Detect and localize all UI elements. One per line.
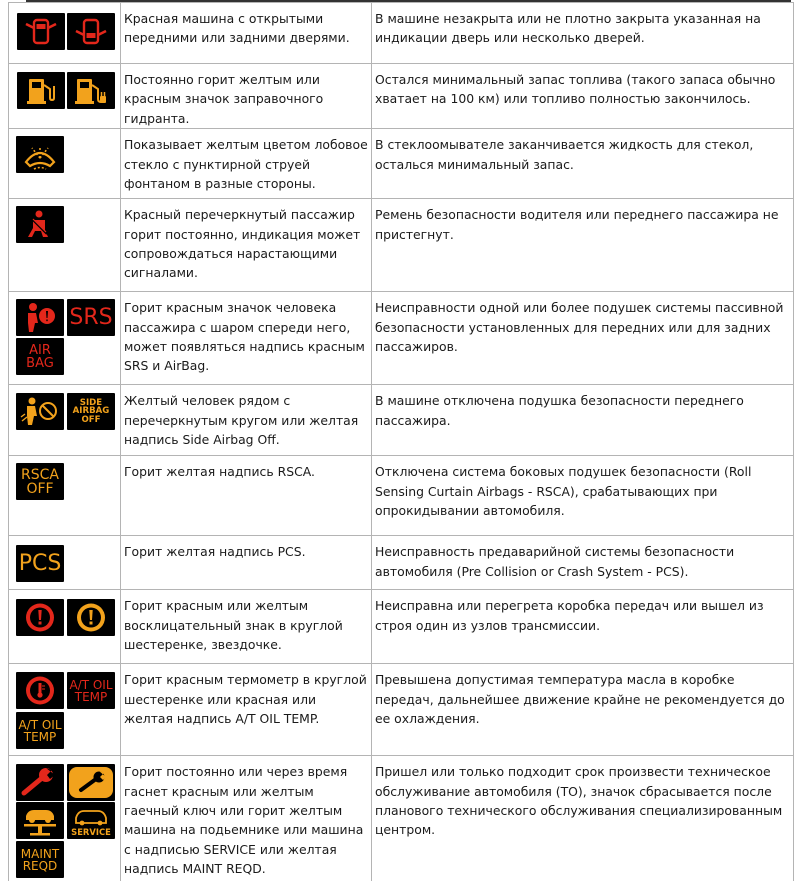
meaning-cell	[372, 129, 794, 199]
meaning-cell	[372, 3, 794, 64]
icon-cell	[9, 664, 121, 756]
meaning-text: Остался минимальный запас топлива (такого запаса обычно хватает на 100 км) или топливо полностью закончилось.	[375, 72, 776, 107]
description-text: Горит желтая надпись PCS.	[124, 544, 306, 560]
description-text: Горит красным значок человека пассажира с шаром спереди него, может появляться надпись красным SRS и AirBag.	[124, 300, 365, 374]
meaning-cell	[372, 64, 794, 129]
description-cell	[121, 756, 372, 881]
airbag-off-person-icon	[16, 393, 64, 430]
meaning-text: В машине отключена подушка безопасности переднего пассажира.	[375, 393, 744, 428]
description-text: Красная машина с открытыми передними или задними дверями.	[124, 11, 350, 46]
washer-fluid-icon	[16, 136, 64, 173]
table-row	[9, 664, 794, 756]
meaning-text: Отключена система боковых подушек безопасности (Roll Sensing Curtain Airbags - RSCA), срабатывающих при опрокидывании автомобиля.	[375, 464, 752, 519]
meaning-cell	[372, 536, 794, 590]
maint-reqd-label-icon	[16, 841, 64, 878]
table-row	[9, 385, 794, 456]
airbag-person-icon	[16, 299, 64, 336]
fuel-pump-icon	[17, 72, 65, 109]
icon-cell	[9, 456, 121, 536]
pcs-label-text: PCS	[18, 550, 62, 576]
transmission-warning-amber-icon	[67, 599, 115, 636]
meaning-text: В стеклоомывателе заканчивается жидкость для стекол, осталься минимальный запас.	[375, 137, 754, 172]
transmission-temperature-icon	[16, 672, 64, 709]
wrench-amber-icon	[67, 764, 115, 801]
description-cell	[121, 456, 372, 536]
srs-label-icon	[67, 299, 115, 336]
meaning-text: В машине незакрыта или не плотно закрыта указанная на индикации дверь или несколько дверей.	[375, 11, 761, 46]
side-airbag-off-label-text: SIDE AIRBAG OFF	[72, 397, 110, 426]
meaning-cell	[372, 756, 794, 881]
description-text: Горит красным или желтым восклицательный знак в круглой шестеренке, звездочке.	[124, 598, 343, 653]
rsca-off-label-icon	[16, 463, 64, 500]
table-row	[9, 590, 794, 664]
description-cell	[121, 129, 372, 199]
icon-cell	[9, 64, 121, 129]
car-on-lift-icon	[16, 802, 64, 839]
transmission-warning-red-icon	[16, 599, 64, 636]
description-text: Горит красным термометр в круглой шестеренке или красная или желтая надпись A/T OIL TEMP.	[124, 672, 367, 727]
meaning-cell	[372, 199, 794, 292]
description-cell	[121, 590, 372, 664]
table-row	[9, 456, 794, 536]
description-text: Желтый человек рядом с перечеркнутым кругом или желтая надпись Side Airbag Off.	[124, 393, 359, 448]
table-row	[9, 3, 794, 64]
icon-cell	[9, 129, 121, 199]
meaning-cell	[372, 456, 794, 536]
at-oil-temp-red-label-text: A/T OIL TEMP	[69, 677, 113, 704]
fuel-pump-plug-icon	[67, 72, 115, 109]
car-service-label-icon	[67, 802, 115, 839]
description-text: Красный перечеркнутый пассажир горит постоянно, индикация может сопровождаться нарастающими сигналами.	[124, 207, 361, 281]
meaning-text: Превышена допустимая температура масла в коробке передач, дальнейшее движение крайне не рекомендуется до ее охлаждения.	[375, 672, 785, 727]
airbag-label-text: AIR BAG	[26, 342, 54, 371]
description-cell	[121, 664, 372, 756]
icon-cell	[9, 590, 121, 664]
at-oil-temp-amber-label-icon	[16, 712, 64, 749]
description-cell	[121, 385, 372, 456]
meaning-cell	[372, 664, 794, 756]
rsca-off-label-text: RSCA OFF	[21, 466, 59, 497]
table-row	[9, 756, 794, 881]
table-row	[9, 199, 794, 292]
car-doors-open-rear-icon	[67, 13, 115, 50]
description-cell	[121, 292, 372, 385]
icon-cell	[9, 536, 121, 590]
warning-lights-table	[8, 2, 794, 881]
srs-label-text: SRS	[69, 304, 113, 330]
car-doors-open-front-icon	[17, 13, 65, 50]
description-cell	[121, 3, 372, 64]
table-row	[9, 536, 794, 590]
at-oil-temp-red-label-icon	[67, 672, 115, 709]
meaning-text: Ремень безопасности водителя или переднего пассажира не пристегнут.	[375, 207, 779, 242]
meaning-cell	[372, 292, 794, 385]
meaning-cell	[372, 590, 794, 664]
table-row	[9, 64, 794, 129]
airbag-label-icon	[16, 338, 64, 375]
icon-cell	[9, 3, 121, 64]
description-cell	[121, 64, 372, 129]
icon-cell	[9, 292, 121, 385]
meaning-text: Неисправности одной или более подушек системы пассивной безопасности установленных для передних или для задних пассажиров.	[375, 300, 784, 355]
seatbelt-icon	[16, 206, 64, 243]
icon-cell	[9, 199, 121, 292]
meaning-text: Неисправна или перегрета коробка передач или вышел из строя один из узлов трансмиссии.	[375, 598, 764, 633]
table-row	[9, 129, 794, 199]
side-airbag-off-label-icon	[67, 393, 115, 430]
description-cell	[121, 536, 372, 590]
icon-cell	[9, 756, 121, 881]
maint-reqd-label-text: MAINT REQD	[20, 846, 60, 873]
icon-cell	[9, 385, 121, 456]
pcs-label-icon	[16, 545, 64, 582]
meaning-text: Неисправность предаварийной системы безопасности автомобиля (Pre Collision or Crash System - PCS).	[375, 544, 735, 579]
description-text: Горит постоянно или через время гаснет красным или желтым гаечный ключ или горит желтым машина на подьемнике или машина с надписью SERVICE или желтая надпись MAINT REQD.	[124, 764, 364, 877]
at-oil-temp-amber-label-text: A/T OIL TEMP	[18, 717, 62, 744]
description-cell	[121, 199, 372, 292]
description-text: Постоянно горит желтым или красным значок заправочного гидранта.	[124, 72, 324, 126]
description-text: Горит желтая надпись RSCA.	[124, 464, 315, 480]
meaning-cell	[372, 385, 794, 456]
service-label-text: SERVICE	[71, 826, 111, 837]
wrench-red-icon	[16, 764, 64, 801]
meaning-text: Пришел или только подходит срок произвести техническое обслуживание автомобиля (ТО), значок сбрасывается после планового технического обслуживания специализированным центром.	[375, 764, 783, 838]
table-row	[9, 292, 794, 385]
description-text: Показывает желтым цветом лобовое стекло с пунктирной струей фонтаном в разные стороны.	[124, 137, 368, 192]
